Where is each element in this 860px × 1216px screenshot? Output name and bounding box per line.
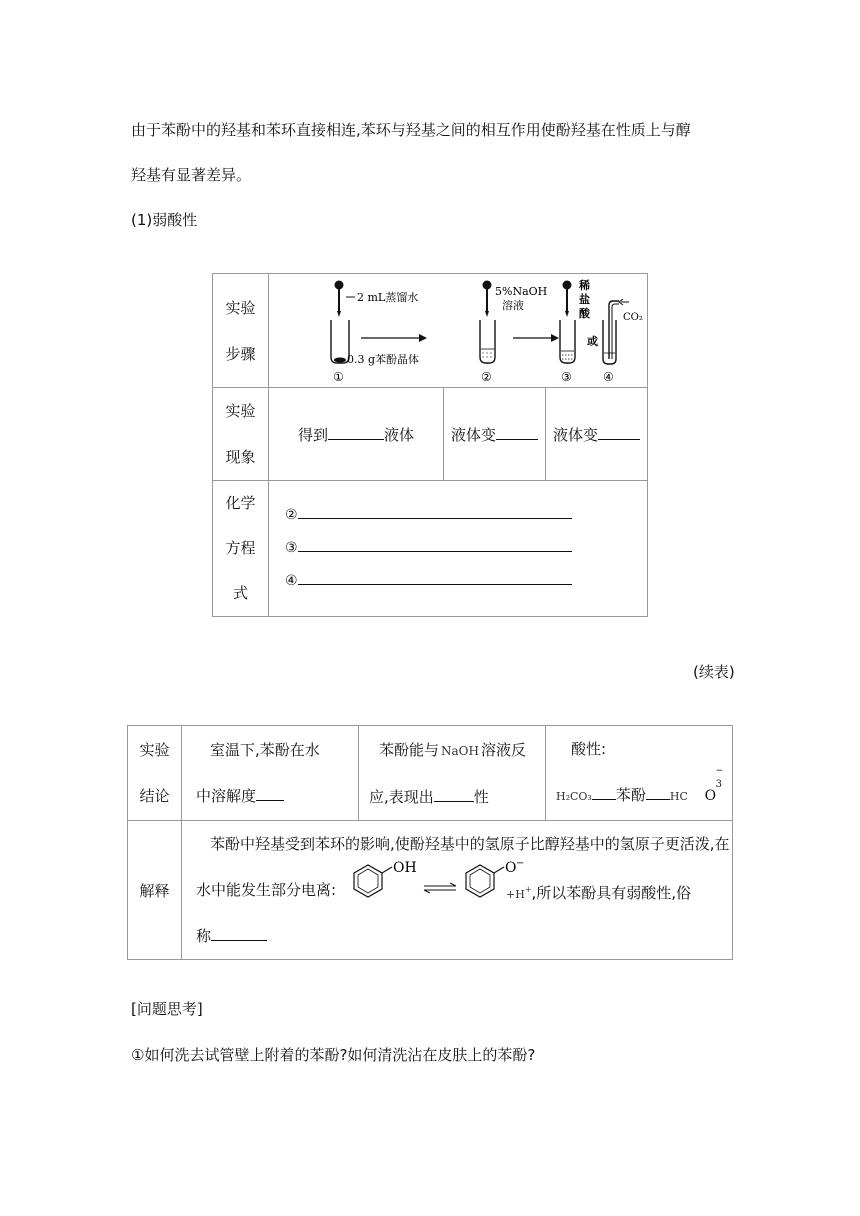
test-tube-1 xyxy=(331,280,349,363)
o3-sub: 3 xyxy=(715,779,723,790)
arrow-1 xyxy=(361,334,427,342)
steps-label-1: 实验 xyxy=(225,298,256,317)
phenomenon-c-pre: 液体变 xyxy=(552,425,598,444)
reaction-line-1 xyxy=(369,727,545,774)
reaction-text-1: 苯酚能与 xyxy=(379,740,440,759)
reaction-text-1b: 溶液反 xyxy=(480,740,526,759)
reaction-text-2b: 性 xyxy=(473,787,489,806)
tube-number-1: ① xyxy=(333,369,344,384)
answer-blank[interactable] xyxy=(211,926,267,941)
label-water: 2 mL蒸馏水 xyxy=(357,290,419,304)
label-naoh-1: 5%NaOH xyxy=(495,284,548,298)
intro-line-1: 由于苯酚中的羟基和苯环直接相连,苯环与羟基之间的相互作用使酚羟基在性质上与醇 xyxy=(131,121,691,139)
phenomenon-cell-a xyxy=(269,388,444,481)
equation-label-1: 化学 xyxy=(225,494,256,512)
label-co2: CO₂ xyxy=(623,311,643,323)
hc-formula: HC xyxy=(669,790,688,803)
intro-line-2: 羟基有显著差异。 xyxy=(131,166,252,184)
phenomenon-a-pre: 得到 xyxy=(297,425,328,444)
question-header: [问题思考] xyxy=(131,1000,203,1018)
conclusion-table xyxy=(127,725,733,960)
naoh-formula: NaOH xyxy=(441,743,479,758)
experiment-diagram xyxy=(269,275,647,387)
tube-number-4: ④ xyxy=(603,369,614,384)
conclusion-cell-reaction xyxy=(359,726,546,821)
steps-label-2: 步骤 xyxy=(225,344,256,363)
question-1: ①如何洗去试管壁上附着的苯酚?如何清洗沾在皮肤上的苯酚? xyxy=(131,1046,536,1064)
test-tube-2 xyxy=(480,280,495,363)
steps-diagram-cell xyxy=(269,274,648,388)
answer-blank[interactable] xyxy=(592,785,616,800)
explanation-line-2 xyxy=(196,859,732,913)
equation-row-3 xyxy=(285,532,647,565)
label-acid-2: 盐 xyxy=(579,292,590,306)
phenol-structure xyxy=(354,860,417,897)
answer-blank[interactable] xyxy=(598,425,640,440)
label-naoh-2: 溶液 xyxy=(502,298,524,312)
solubility-line-2 xyxy=(196,773,358,819)
reaction-text-2: 应,表现出 xyxy=(369,787,434,806)
conclusion-cell-acidity xyxy=(546,726,733,821)
h-plus-sup: + xyxy=(524,885,532,894)
explanation-line-3-text: 称 xyxy=(196,927,212,945)
phenomenon-b-pre: 液体变 xyxy=(450,425,496,444)
phenomenon-cell-c xyxy=(546,388,648,481)
explanation-line-1: 苯酚中羟基受到苯环的影响,使酚羟基中的氢原子比醇羟基中的氢原子更活泼,在 xyxy=(210,835,730,853)
answer-blank[interactable] xyxy=(256,786,284,801)
equation-number-3: ③ xyxy=(285,540,298,556)
equation-cell xyxy=(269,481,648,617)
phenol-text: 苯酚 xyxy=(615,786,646,804)
explanation-line-2-post-wrap xyxy=(506,867,691,918)
h-plus: +H xyxy=(506,888,525,901)
equation-label-cell xyxy=(213,481,269,617)
oh-group: OH xyxy=(393,860,417,876)
experiment-table xyxy=(212,273,648,617)
equation-label-2: 方程 xyxy=(225,539,256,557)
phenomena-label-1: 实验 xyxy=(225,402,256,420)
equation-blank[interactable] xyxy=(298,537,572,552)
explanation-label-cell xyxy=(128,821,182,960)
label-acid-1: 稀 xyxy=(579,278,590,292)
equation-label-3: 式 xyxy=(232,584,248,602)
phenomena-label-2: 现象 xyxy=(225,448,256,466)
conclusion-cell-solubility xyxy=(182,726,359,821)
h2co3-formula: H₂CO₃ xyxy=(556,790,592,803)
equation-number-2: ② xyxy=(285,507,298,523)
o-minus: − xyxy=(516,859,525,869)
o3-ion xyxy=(704,766,724,819)
phenomenon-cell-b xyxy=(444,388,546,481)
conclusion-label-2: 结论 xyxy=(139,787,170,805)
acidity-line-1: 酸性: xyxy=(571,740,607,758)
label-or: 或 xyxy=(587,334,598,348)
equation-row-2 xyxy=(285,499,647,532)
steps-label-cell xyxy=(213,274,269,388)
label-acid-3: 酸 xyxy=(579,306,590,320)
answer-blank[interactable] xyxy=(646,785,670,800)
explanation-label: 解释 xyxy=(139,881,170,900)
tube-number-2: ② xyxy=(481,369,492,384)
label-crystal: 0.3 g苯酚晶体 xyxy=(347,352,420,366)
conclusion-label-1: 实验 xyxy=(139,741,170,759)
equation-blank[interactable] xyxy=(298,504,572,519)
answer-blank[interactable] xyxy=(328,425,384,440)
explanation-cell xyxy=(182,821,733,960)
test-tube-3 xyxy=(560,280,575,363)
explanation-line-2-post: ,所以苯酚具有弱酸性,俗 xyxy=(531,884,692,902)
tube-number-3: ③ xyxy=(561,369,572,384)
phenomenon-a-post: 液体 xyxy=(384,425,415,444)
solubility-line-1: 室温下,苯酚在水 xyxy=(210,741,320,759)
solubility-text: 中溶解度 xyxy=(196,787,257,805)
o-atom: O xyxy=(505,860,517,876)
answer-blank[interactable] xyxy=(496,425,538,440)
explanation-line-2-pre: 水中能发生部分电离: xyxy=(196,881,337,899)
o3-o: O xyxy=(704,788,717,804)
test-tube-4 xyxy=(603,299,629,364)
continued-label: (续表) xyxy=(693,663,735,681)
o3-sup: − xyxy=(715,766,724,776)
reaction-line-2 xyxy=(369,774,545,820)
answer-blank[interactable] xyxy=(434,787,474,802)
conclusion-label-cell xyxy=(128,726,182,821)
equation-number-4: ④ xyxy=(285,573,298,589)
phenomena-label-cell xyxy=(213,388,269,481)
equation-row-4 xyxy=(285,565,647,598)
section-title: (1)弱酸性 xyxy=(131,211,198,229)
explanation-line-3 xyxy=(196,913,732,959)
acidity-line-2 xyxy=(556,766,732,820)
equation-blank[interactable] xyxy=(298,570,572,585)
reversible-arrow xyxy=(424,883,456,893)
arrow-2 xyxy=(513,334,559,342)
